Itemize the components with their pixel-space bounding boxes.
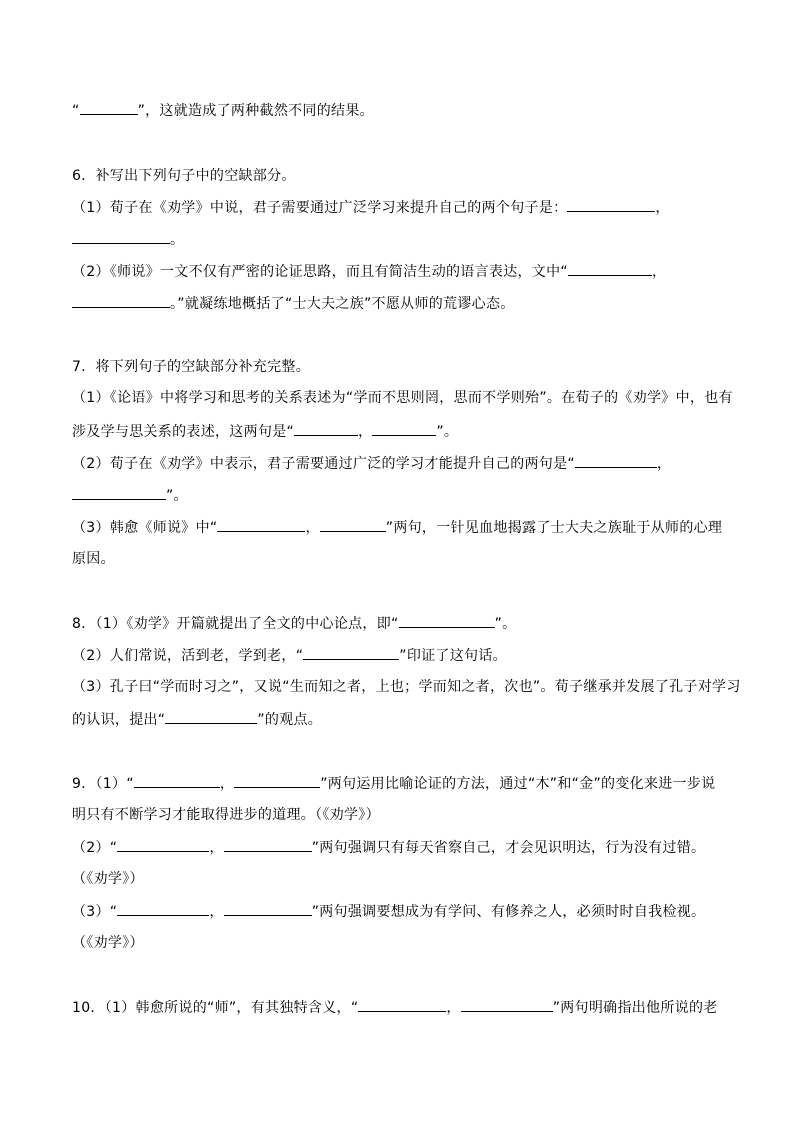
answer-blank[interactable]	[358, 997, 446, 1012]
answer-blank[interactable]	[567, 197, 655, 212]
answer-blank[interactable]	[165, 709, 257, 724]
text-line: 8．（1）《劝学》开篇就提出了全文的中心论点，即“ ”。	[72, 613, 516, 633]
answer-blank[interactable]	[399, 613, 495, 628]
text-line: （《劝学》）	[72, 935, 144, 951]
text-line: （2）荀子在《劝学》中表示，君子需要通过广泛的学习才能提升自己的两句是“ ，	[72, 453, 671, 473]
text-line: 9．（1）“ ， ”两句运用比喻论证的方法，通过“木”和“金”的变化来进一步说	[72, 773, 715, 793]
text-line: （1）荀子在《劝学》中说，君子需要通过广泛学习来提升自己的两个句子是： ，	[72, 197, 670, 217]
answer-blank[interactable]	[461, 997, 553, 1012]
text-line: 。”就凝练地概括了“士大夫之族”不愿从师的荒谬心态。	[72, 293, 515, 313]
text-line: （3）韩愈《师说》中“ ， ”两句，一针见血地揭露了士大夫之族耻于从师的心理	[72, 517, 722, 537]
text-line: （2）《师说》一文不仅有严密的论证思路，而且有简洁生动的语言表达，文中“ ，	[72, 261, 666, 281]
text-line: （3）“ ， ”两句强调要想成为有学问、有修养之人，必须时时自我检视。	[72, 901, 705, 921]
answer-blank[interactable]	[117, 901, 209, 916]
question-7-heading: 7．将下列句子的空缺部分补充完整。	[72, 359, 311, 375]
answer-blank[interactable]	[217, 517, 305, 532]
answer-blank[interactable]	[224, 901, 312, 916]
text-line: ”。	[72, 485, 188, 505]
text-line: 的认识，提出“ ”的观点。	[72, 709, 322, 729]
text-line: 明只有不断学习才能取得进步的道理。（《劝学》）	[72, 807, 380, 823]
answer-blank[interactable]	[234, 773, 320, 788]
answer-blank[interactable]	[320, 517, 386, 532]
answer-blank[interactable]	[80, 100, 138, 115]
answer-blank[interactable]	[372, 421, 436, 436]
text-line: 。	[72, 229, 184, 249]
answer-blank[interactable]	[568, 261, 652, 276]
text-line: 10．（1）韩愈所说的“师”，有其独特含义，“ ， ”两句明确指出他所说的老	[72, 997, 718, 1017]
text-line: 涉及学与思关系的表述，这两句是“ ， ”。	[72, 421, 458, 441]
answer-blank[interactable]	[134, 773, 220, 788]
question-6-heading: 6．补写出下列句子中的空缺部分。	[72, 168, 296, 184]
answer-blank[interactable]	[303, 645, 399, 660]
text-line: （3）孔子曰“学而时习之”，又说“生而知之者，上也；学而知之者，次也”。荀子继承并发展了孔子对学习	[72, 679, 741, 695]
text-line: “ ”，这就造成了两种截然不同的结果。	[72, 100, 374, 120]
text-line: （1）《论语》中将学习和思考的关系表述为“学而不思则罔，思而不学则殆”。在荀子的《劝学》中，也有	[72, 390, 733, 406]
text-line: 原因。	[72, 551, 115, 567]
text-line: （2）“ ， ”两句强调只有每天省察自己，才会见识明达，行为没有过错。	[72, 837, 705, 857]
answer-blank[interactable]	[117, 837, 209, 852]
answer-blank[interactable]	[575, 453, 657, 468]
answer-blank[interactable]	[72, 229, 170, 244]
answer-blank[interactable]	[294, 421, 358, 436]
text-line: （2）人们常说，活到老，学到老，“ ”印证了这句话。	[72, 645, 507, 665]
text-line: （《劝学》）	[72, 871, 144, 887]
answer-blank[interactable]	[224, 837, 312, 852]
answer-blank[interactable]	[72, 485, 166, 500]
answer-blank[interactable]	[72, 293, 170, 308]
